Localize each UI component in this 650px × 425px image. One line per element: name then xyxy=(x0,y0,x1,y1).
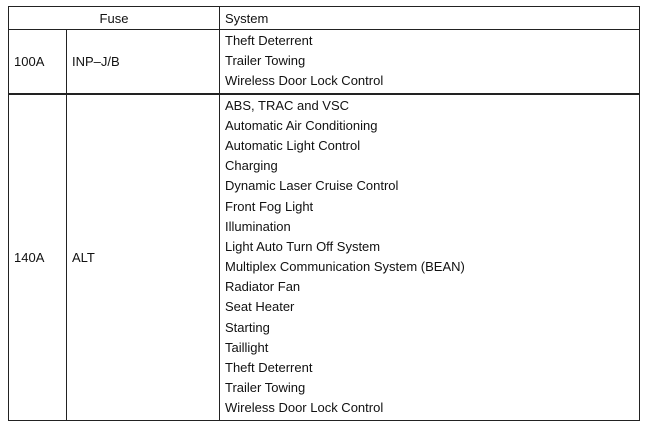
system-header: System xyxy=(220,7,640,30)
fuse-amperage: 100A xyxy=(9,30,67,94)
system-item: Taillight xyxy=(225,339,269,355)
system-item: Illumination xyxy=(225,218,291,234)
system-item: Theft Deterrent xyxy=(225,360,313,375)
system-item: Light Auto Turn Off System xyxy=(225,238,381,254)
fuse-name: ALT xyxy=(67,94,220,421)
table-row xyxy=(9,30,640,94)
fuse-name: INP–J/B xyxy=(67,30,220,94)
system-item: Trailer Towing xyxy=(225,53,306,69)
system-item: Front Fog Light xyxy=(225,198,314,214)
system-item: Starting xyxy=(225,319,270,335)
system-item: Wireless Door Lock Control xyxy=(225,73,384,89)
system-item: Theft Deterrent xyxy=(225,33,313,48)
fuse-header: Fuse xyxy=(9,7,220,30)
system-item: Multiplex Communication System (BEAN) xyxy=(225,259,465,275)
system-item: Dynamic Laser Cruise Control xyxy=(225,178,399,194)
system-item: ABS, TRAC and VSC xyxy=(225,97,350,113)
system-item: Automatic Air Conditioning xyxy=(225,117,378,133)
system-item: Automatic Light Control xyxy=(225,137,361,153)
system-item: Charging xyxy=(225,158,278,174)
fuse-table xyxy=(8,6,640,421)
table-header xyxy=(9,7,640,30)
system-item: Wireless Door Lock Control xyxy=(225,400,384,416)
system-list xyxy=(220,30,640,94)
fuse-amperage: 140A xyxy=(9,94,67,421)
system-item: Trailer Towing xyxy=(225,380,306,396)
system-list xyxy=(220,94,640,421)
table-body xyxy=(9,30,640,421)
header-row xyxy=(9,7,640,30)
table-row xyxy=(9,94,640,421)
system-item: Radiator Fan xyxy=(225,279,301,295)
system-item: Seat Heater xyxy=(225,299,295,315)
